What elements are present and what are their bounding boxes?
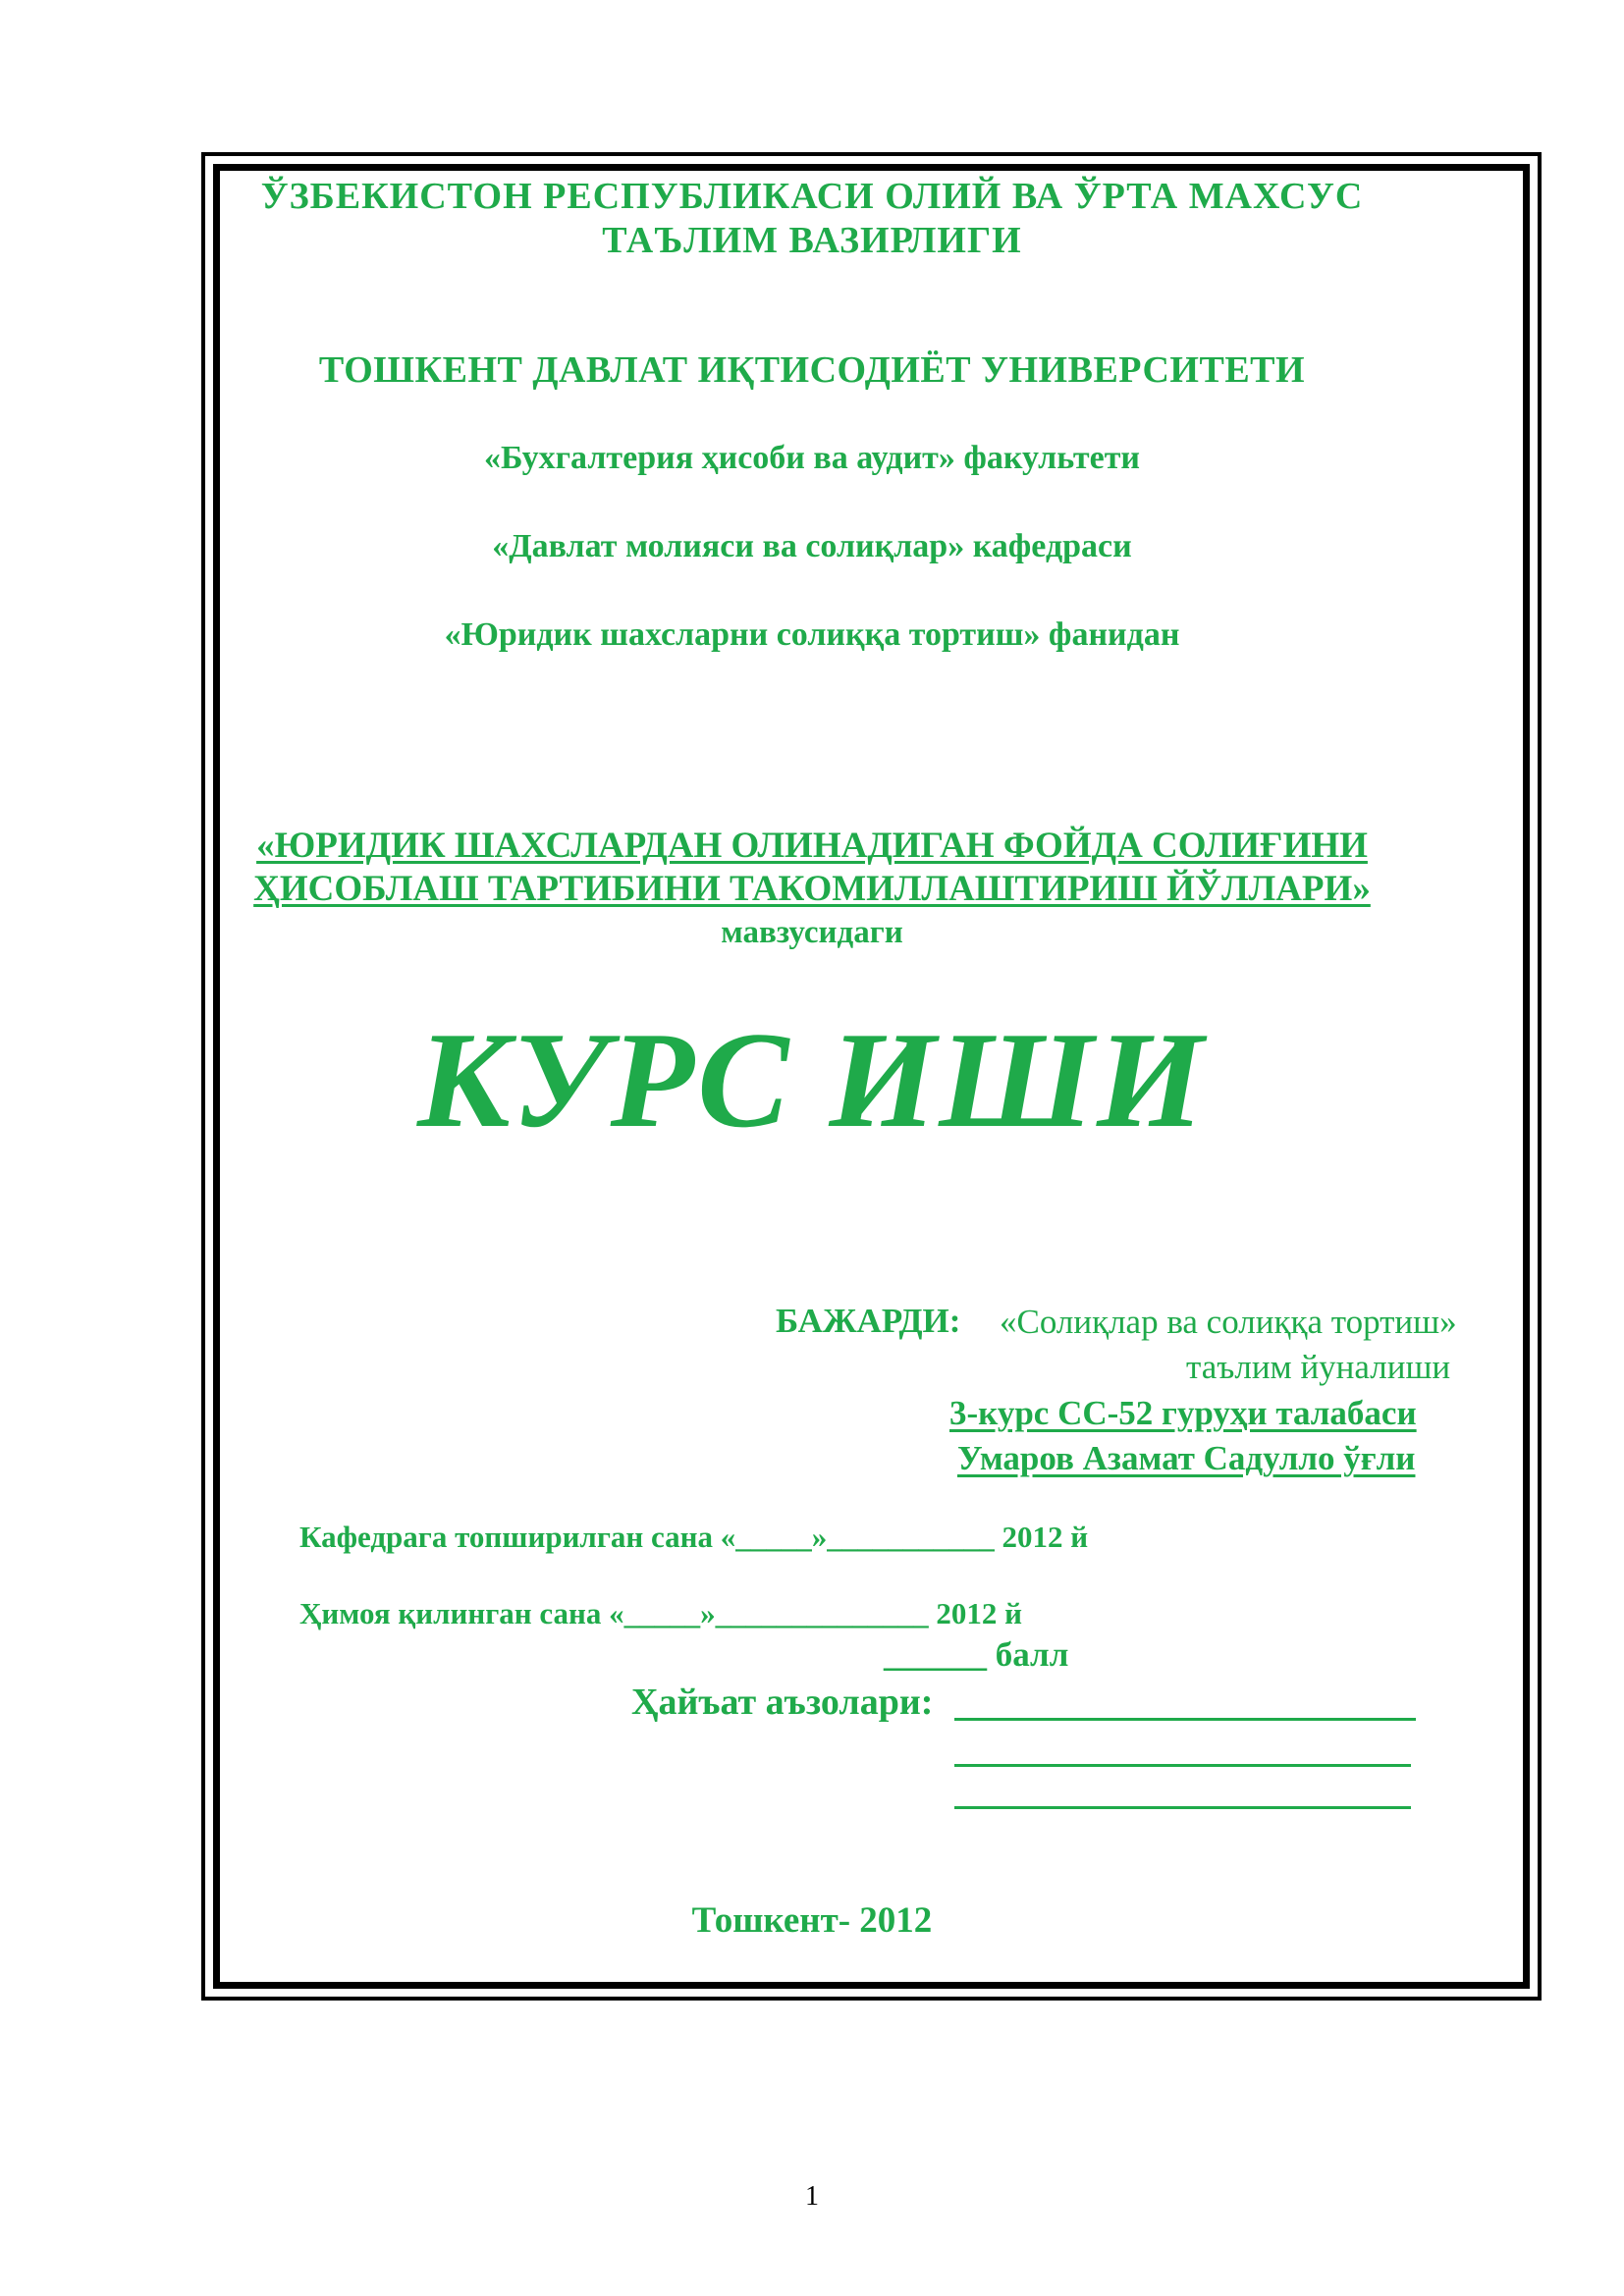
topic-line-2: ҲИСОБЛАШ ТАРТИБИНИ ТАКОМИЛЛАШТИРИШ ЙЎЛЛАРИ» bbox=[253, 869, 1371, 909]
commission-signature-line-1 bbox=[954, 1718, 1416, 1721]
performer-direction-2: таълим йуналиши bbox=[1186, 1348, 1451, 1386]
subject-name: «Юридик шахсларни солиққа тортиш» фанидан bbox=[444, 616, 1180, 653]
performer-group: 3-курс СС-52 гуруҳи талабаси bbox=[949, 1394, 1417, 1432]
city-year: Тошкент- 2012 bbox=[691, 1900, 933, 1941]
defense-score-line: ______ балл bbox=[884, 1635, 1069, 1674]
ministry-line-1: ЎЗБЕКИСТОН РЕСПУБЛИКАСИ ОЛИЙ ВА ЎРТА МАХСУС bbox=[260, 176, 1364, 217]
topic-suffix: мавзусидаги bbox=[721, 915, 903, 950]
document-type-title: КУРС ИШИ bbox=[417, 1004, 1207, 1156]
ministry-line-2: ТАЪЛИМ ВАЗИРЛИГИ bbox=[602, 220, 1022, 261]
faculty-name: «Бухгалтерия ҳисоби ва аудит» факультети bbox=[483, 440, 1140, 476]
commission-label: Ҳайъат аъзолари: bbox=[631, 1682, 934, 1723]
commission-signature-line-3 bbox=[954, 1806, 1411, 1809]
university-name: ТОШКЕНТ ДАВЛАТ ИҚТИСОДИЁТ УНИВЕРСИТЕТИ bbox=[318, 349, 1306, 391]
performer-label: БАЖАРДИ: bbox=[776, 1302, 961, 1340]
submission-date-line: Кафедрага топширилган сана «_____»___________ 2012 й bbox=[299, 1520, 1089, 1554]
department-name: «Давлат молияси ва солиқлар» кафедраси bbox=[492, 528, 1132, 564]
topic-line-1: «ЮРИДИК ШАХСЛАРДАН ОЛИНАДИГАН ФОЙДА СОЛИҒИНИ bbox=[256, 826, 1368, 866]
page-number: 1 bbox=[805, 2181, 819, 2212]
performer-name: Умаров Азамат Садулло ўғли bbox=[957, 1439, 1416, 1477]
performer-direction: «Солиқлар ва солиққа тортиш» bbox=[1000, 1303, 1457, 1341]
defense-date-line: Ҳимоя қилинган сана «_____»______________ 2012 й bbox=[299, 1596, 1023, 1630]
commission-signature-line-2 bbox=[954, 1764, 1411, 1767]
